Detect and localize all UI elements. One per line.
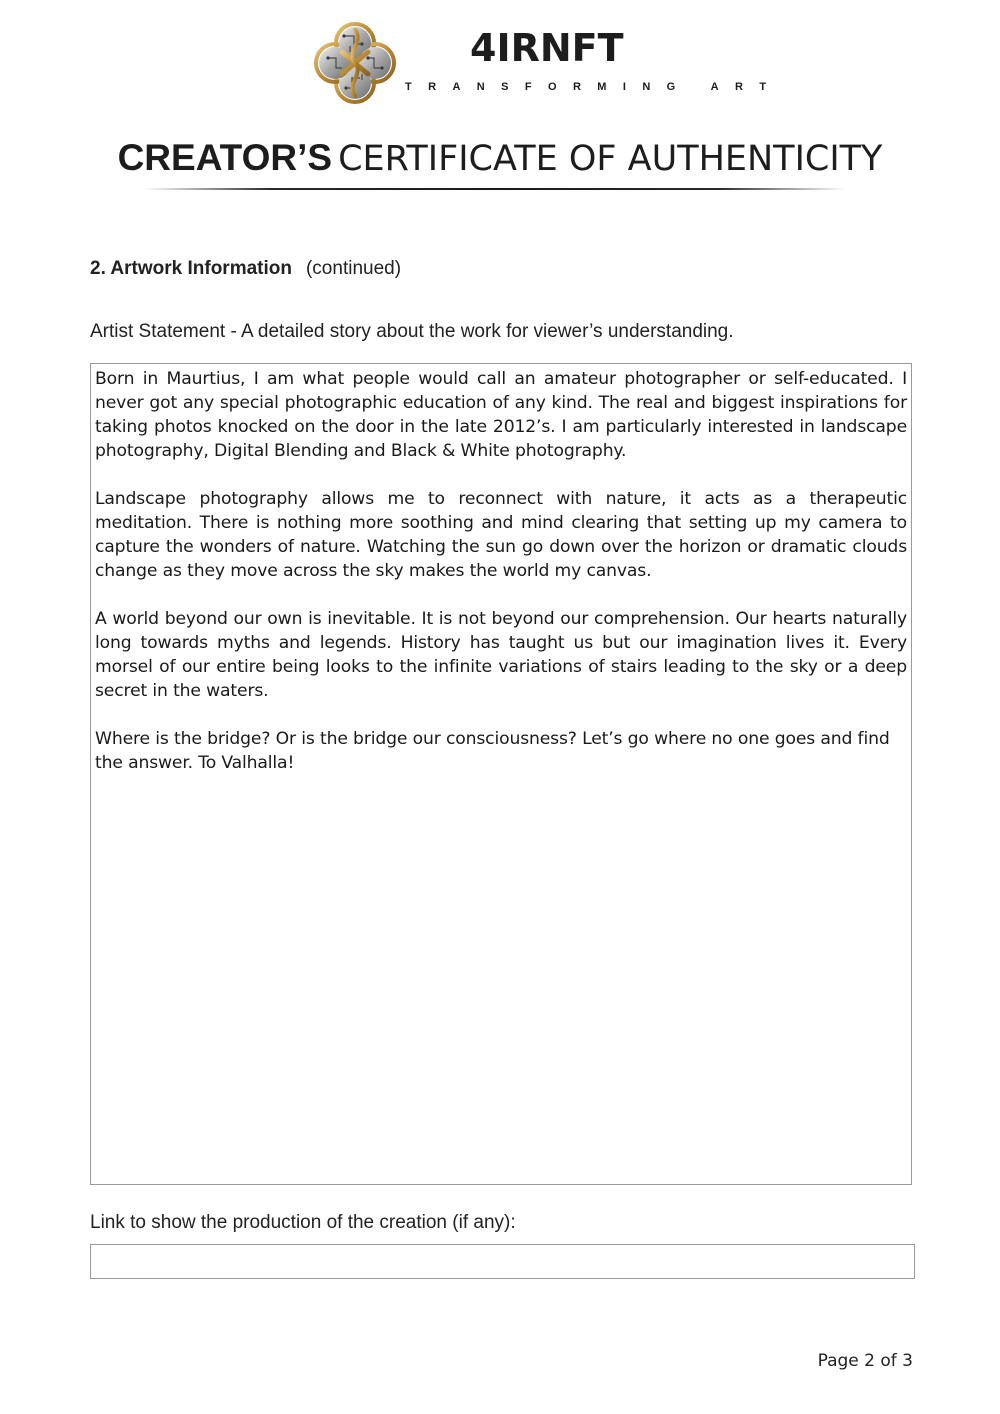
statement-paragraph: A world beyond our own is inevitable. It is not beyond our comprehension. Our hearts naturally long towards myths and legends. History has taught us but our imagination lives it. Every morsel of our entire being looks to the infinite variations of stairs leading to the sky or a deep secret in the waters. — [95, 609, 907, 701]
certificate-title — [0, 136, 1000, 181]
section-heading-note: (continued) — [305, 258, 402, 279]
production-link-label: Link to show the production of the creation (if any): — [90, 1212, 516, 1233]
page-number: Page 2 of 3 — [817, 1351, 913, 1371]
statement-paragraph: Born in Maurtius, I am what people would call an amateur photographer or self-educated. I never got any special photographic education of any kind. The real and biggest inspirations for taking photos knocked on the door in the late 2012’s. I am particularly interested in landscape photography, Digital Blending and Black & White photography. — [95, 369, 907, 461]
statement-paragraph: Where is the bridge? Or is the bridge our consciousness? Let’s go where no one goes and find the answer. To Valhalla! — [95, 729, 890, 773]
certificate-title-rest: CERTIFICATE OF AUTHENTICITY — [338, 139, 883, 179]
artist-statement-field[interactable] — [90, 363, 912, 1185]
brand-tagline: TRANSFORMING ART — [405, 81, 783, 93]
artist-statement-label: Artist Statement - A detailed story about the work for viewer’s understanding. — [90, 321, 734, 342]
brand-name: 4IRNFT — [470, 26, 624, 70]
header — [0, 22, 1000, 104]
certificate-title-bold: CREATOR’S — [117, 137, 333, 178]
section-heading — [90, 257, 401, 281]
section-heading-title: 2. Artwork Information — [90, 258, 292, 279]
title-divider — [145, 188, 845, 190]
statement-paragraph: Landscape photography allows me to reconnect with nature, it acts as a therapeutic meditation. There is nothing more soothing and mind clearing that setting up my camera to capture the wonders of nature. Watching the sun go down over the horizon or dramatic clouds change as they move across the sky makes the world my canvas. — [95, 489, 907, 581]
production-link-field[interactable] — [90, 1244, 915, 1279]
4irnft-logo-icon — [314, 22, 396, 104]
